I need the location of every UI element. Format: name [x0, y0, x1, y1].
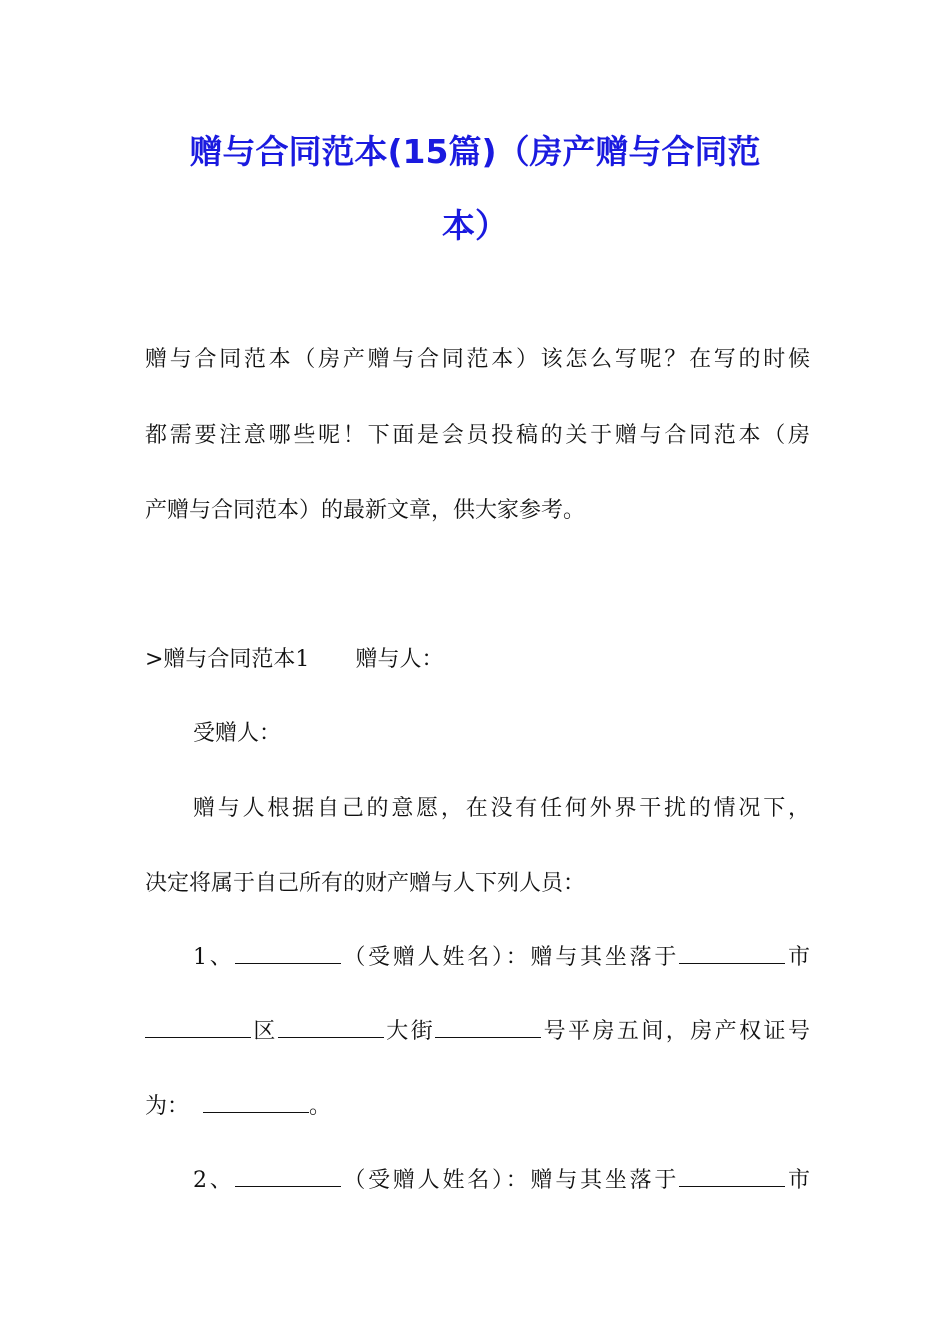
document-title-line2: 本）	[442, 206, 508, 245]
house-number-blank	[435, 1017, 541, 1038]
recipient-name-blank	[235, 943, 341, 964]
item-1-end: 。	[309, 1094, 332, 1119]
body-line-2: 决定将属于自己所有的财产赠与人下列人员：	[145, 871, 586, 896]
cert-number-blank	[203, 1092, 309, 1113]
item-1-district: 区	[251, 1019, 278, 1044]
item-1-number: 1、	[193, 945, 235, 970]
body-line-1: 赠与人根据自己的意愿，在没有任何外界干扰的情况下，	[193, 796, 810, 821]
item-1-line-3	[145, 1092, 810, 1122]
section-heading-row	[145, 645, 810, 675]
recipient-label: 受赠人：	[193, 721, 282, 746]
item-1-line-2	[145, 1017, 810, 1047]
item-2-city: 市	[785, 1168, 810, 1193]
city-blank-2	[679, 1166, 785, 1187]
item-1-house: 号平房五间，房产权证号	[541, 1019, 810, 1044]
document-title-line1: 赠与合同范本(15篇)（房产赠与合同范	[189, 132, 761, 171]
recipient-name-blank-2	[235, 1166, 341, 1187]
item-1-line-1	[193, 943, 810, 973]
item-1-street: 大街	[383, 1019, 436, 1044]
item-1-cert-label: 为：	[145, 1094, 190, 1119]
city-blank	[679, 943, 785, 964]
item-1-name-hint: （受赠人姓名）：赠与其坐落于	[340, 945, 680, 970]
district-blank	[145, 1017, 251, 1038]
item-2-line-1	[193, 1166, 810, 1196]
item-2-name-hint: （受赠人姓名）：赠与其坐落于	[340, 1168, 680, 1193]
intro-line-3: 产赠与合同范本）的最新文章，供大家参考。	[145, 498, 586, 523]
intro-line-2: 都需要注意哪些呢！下面是会员投稿的关于赠与合同范本（房	[145, 423, 810, 448]
intro-line-1: 赠与合同范本（房产赠与合同范本）该怎么写呢？在写的时候	[145, 347, 810, 372]
donor-label: 赠与人：	[355, 647, 444, 672]
street-blank	[278, 1017, 384, 1038]
section-heading: >赠与合同范本1	[145, 647, 310, 672]
item-2-number: 2、	[193, 1168, 235, 1193]
item-1-city: 市	[785, 945, 810, 970]
